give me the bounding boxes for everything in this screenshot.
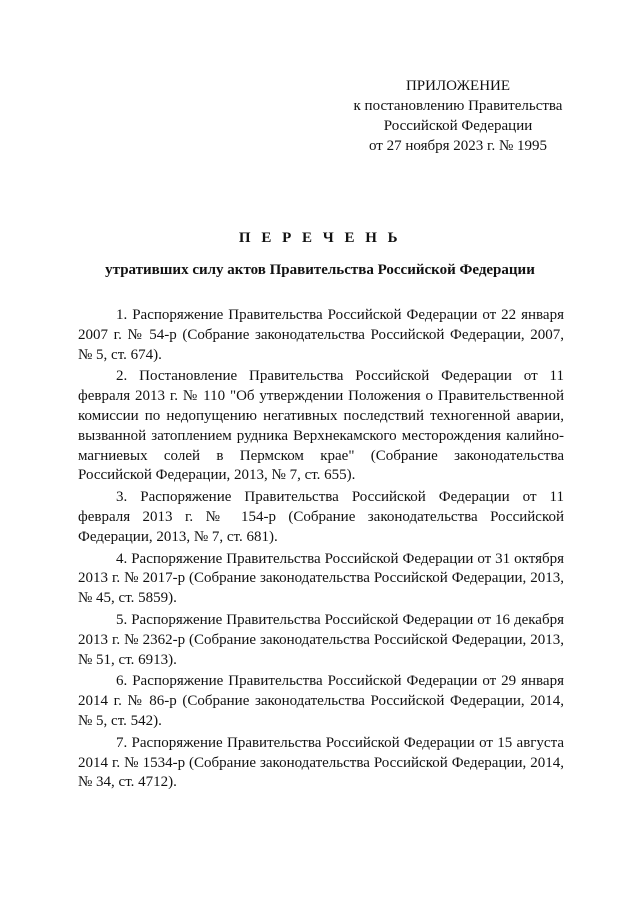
annex-line-2: к постановлению Правительства <box>353 98 563 114</box>
annex-block <box>340 76 576 156</box>
list-item: 2. Постановление Правительства Российской Федерации от 11 февраля 2013 г. № 110 "Об утверждении Положения о Правительственной комиссии по недопущению негативных последствий техногенной аварии, вызванной затоплением рудника Верхнекамского месторождения калийно-магниевых солей в Пермском крае" (Собрание законодательства Российской Федерации, 2013, № 7, ст. 655). <box>78 368 564 484</box>
list-item: 1. Распоряжение Правительства Российской Федерации от 22 января 2007 г. № 54-р (Собрание законодательства Российской Федерации, 2007, № 5, ст. 674). <box>78 307 564 363</box>
document-subtitle: утративших силу актов Правительства Российской Федерации <box>105 262 535 278</box>
document-title: П Е Р Е Ч Е Н Ь <box>238 230 402 246</box>
acts-list <box>78 306 564 795</box>
annex-date-number: от 27 ноября 2023 г. № 1995 <box>368 138 548 154</box>
annex-title: ПРИЛОЖЕНИЕ <box>405 78 511 94</box>
list-item: 5. Распоряжение Правительства Российской Федерации от 16 декабря 2013 г. № 2362-р (Собрание законодательства Российской Федерации, 2013, № 51, ст. 6913). <box>78 611 564 668</box>
annex-line-3: Российской Федерации <box>383 118 533 134</box>
list-item: 4. Распоряжение Правительства Российской Федерации от 31 октября 2013 г. № 2017-р (Собрание законодательства Российской Федерации, 2013, № 45, ст. 5859). <box>78 550 564 607</box>
list-item: 3. Распоряжение Правительства Российской Федерации от 11 февраля 2013 г. № 154-р (Собрание законодательства Российской Федерации, 2013, № 7, ст. 681). <box>78 489 564 545</box>
list-item: 7. Распоряжение Правительства Российской Федерации от 15 августа 2014 г. № 1534-р (Собрание законодательства Российской Федерации, 2014, № 34, ст. 4712). <box>78 734 564 791</box>
document-heading <box>0 228 640 280</box>
list-item: 6. Распоряжение Правительства Российской Федерации от 29 января 2014 г. № 86-р (Собрание законодательства Российской Федерации, 2014, № 5, ст. 542). <box>78 673 564 729</box>
